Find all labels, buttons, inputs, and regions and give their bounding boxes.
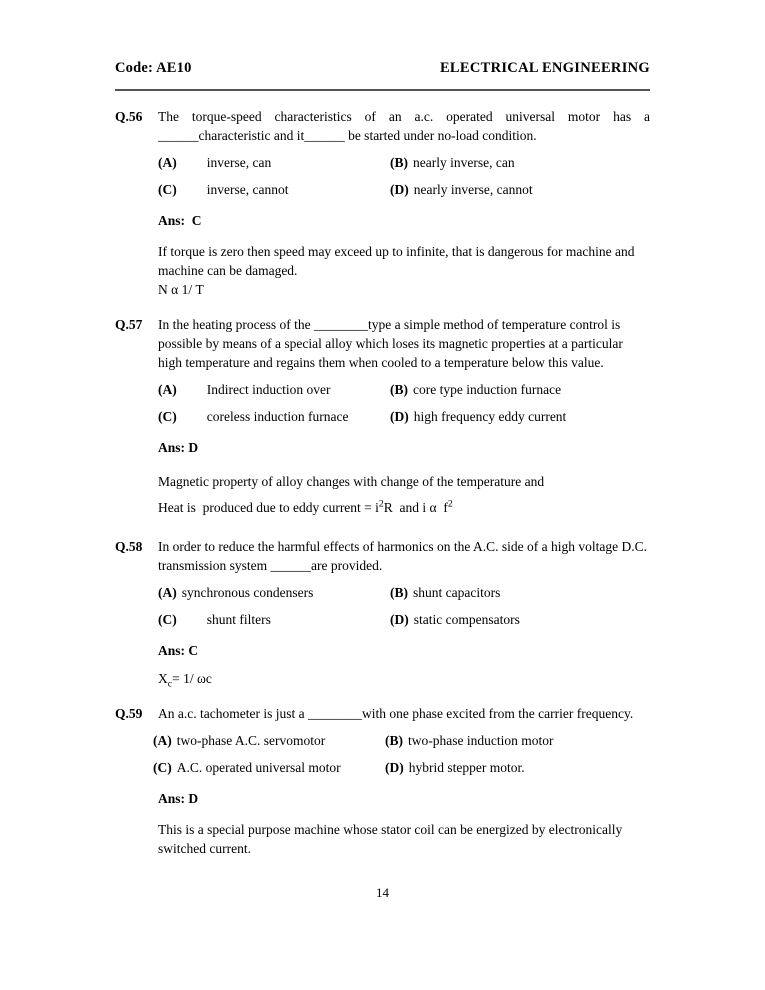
option-label: (D) bbox=[390, 409, 409, 424]
option-label: (A) bbox=[158, 382, 177, 397]
question-block-59 bbox=[115, 704, 650, 858]
question-number: Q.56 bbox=[115, 109, 143, 124]
option-label: (A) bbox=[158, 585, 177, 600]
explanation-line: This is a special purpose machine whose stator coil can be energized by electronically switched current. bbox=[158, 822, 626, 856]
question-text: In the heating process of the ________type a simple method of temperature control is possible by means of a special alloy which loses its magnetic properties at a particular high temperature and regains them when cooled to a temperature below this value. bbox=[158, 317, 623, 370]
option-b[interactable] bbox=[390, 381, 650, 399]
option-text: high frequency eddy current bbox=[413, 409, 567, 424]
option-a[interactable] bbox=[158, 584, 390, 602]
option-row bbox=[158, 408, 650, 426]
question-block-57 bbox=[115, 315, 650, 521]
options-list bbox=[158, 154, 650, 199]
option-text: hybrid stepper motor. bbox=[408, 760, 525, 775]
option-b[interactable] bbox=[385, 732, 650, 750]
question-number: Q.57 bbox=[115, 317, 143, 332]
option-row bbox=[153, 759, 650, 777]
option-text: nearly inverse, cannot bbox=[413, 182, 533, 197]
option-text: nearly inverse, can bbox=[413, 155, 515, 170]
paper-subject: ELECTRICAL ENGINEERING bbox=[439, 60, 650, 76]
option-d[interactable] bbox=[385, 759, 650, 777]
option-row bbox=[158, 584, 650, 602]
option-c[interactable] bbox=[158, 611, 390, 629]
option-text: shunt filters bbox=[206, 612, 271, 627]
explanation bbox=[158, 469, 650, 521]
option-a[interactable] bbox=[153, 732, 385, 750]
formula-line: $X_c= 1/$ ωc bbox=[158, 671, 212, 690]
option-c[interactable] bbox=[153, 759, 385, 777]
option-d[interactable] bbox=[390, 408, 650, 426]
option-text: core type induction furnace bbox=[413, 382, 562, 397]
option-row bbox=[158, 611, 650, 629]
option-text: two-phase A.C. servomotor bbox=[176, 733, 326, 748]
option-d[interactable] bbox=[390, 181, 650, 199]
explanation bbox=[158, 242, 650, 299]
question-text: An a.c. tachometer is just a ________with one phase excited from the carrier frequency. bbox=[158, 706, 634, 721]
option-text: shunt capacitors bbox=[413, 585, 501, 600]
option-b[interactable] bbox=[390, 584, 650, 602]
question-text: In order to reduce the harmful effects of harmonics on the A.C. side of a high voltage D.C. transmission system ______are provided. bbox=[158, 539, 647, 573]
option-text: synchronous condensers bbox=[181, 585, 314, 600]
explanation bbox=[158, 820, 650, 858]
question-number: Q.59 bbox=[115, 706, 143, 721]
option-label: (A) bbox=[153, 733, 172, 748]
option-text: A.C. operated universal motor bbox=[176, 760, 341, 775]
explanation-line: If torque is zero then speed may exceed up to infinite, that is dangerous for machine and machine can be damaged. bbox=[158, 244, 638, 278]
explanation-line: Magnetic property of alloy changes with change of the temperature and bbox=[158, 474, 545, 489]
option-label: (C) bbox=[158, 409, 177, 424]
paper-code: Code: AE10 bbox=[115, 60, 192, 76]
option-label: (D) bbox=[385, 760, 404, 775]
option-b[interactable] bbox=[390, 154, 650, 172]
option-label: (C) bbox=[158, 182, 177, 197]
question-block-58 bbox=[115, 537, 650, 688]
option-text: coreless induction furnace bbox=[206, 409, 349, 424]
header-divider bbox=[115, 89, 650, 91]
page-number: 14 bbox=[376, 885, 389, 900]
question-row bbox=[115, 315, 650, 372]
page-header bbox=[115, 60, 650, 77]
page-content bbox=[115, 60, 650, 858]
option-label: (C) bbox=[158, 612, 177, 627]
option-a[interactable] bbox=[158, 381, 390, 399]
options-list bbox=[153, 732, 650, 777]
option-row bbox=[158, 181, 650, 199]
question-number: Q.58 bbox=[115, 539, 143, 554]
option-label: (B) bbox=[385, 733, 403, 748]
answer-label: Ans: D bbox=[158, 791, 199, 806]
option-text: inverse, can bbox=[206, 155, 272, 170]
question-row bbox=[115, 107, 650, 145]
option-d[interactable] bbox=[390, 611, 650, 629]
option-row bbox=[158, 154, 650, 172]
option-label: (B) bbox=[390, 155, 408, 170]
option-text: two-phase induction motor bbox=[408, 733, 554, 748]
option-label: (A) bbox=[158, 155, 177, 170]
option-row bbox=[158, 381, 650, 399]
answer-label: Ans: C bbox=[158, 213, 202, 228]
options-list bbox=[158, 381, 650, 426]
question-text: The torque-speed characteristics of an a.c. operated universal motor has a ______characteristic and it______ be started under no-load condition. bbox=[158, 109, 650, 143]
option-text: inverse, cannot bbox=[206, 182, 289, 197]
option-label: (B) bbox=[390, 585, 408, 600]
option-label: (C) bbox=[153, 760, 172, 775]
option-c[interactable] bbox=[158, 181, 390, 199]
question-row bbox=[115, 537, 650, 575]
option-a[interactable] bbox=[158, 154, 390, 172]
option-label: (D) bbox=[390, 182, 409, 197]
question-block-56 bbox=[115, 107, 650, 299]
question-row bbox=[115, 704, 650, 723]
option-c[interactable] bbox=[158, 408, 390, 426]
option-label: (B) bbox=[390, 382, 408, 397]
options-list bbox=[158, 584, 650, 629]
option-text: Indirect induction over bbox=[206, 382, 331, 397]
option-label: (D) bbox=[390, 612, 409, 627]
answer-label: Ans: C bbox=[158, 643, 199, 658]
option-row bbox=[153, 732, 650, 750]
answer-label: Ans: D bbox=[158, 440, 199, 455]
option-text: static compensators bbox=[413, 612, 520, 627]
explanation-line: N α 1/ T bbox=[158, 282, 204, 297]
explanation-line-formula: Heat is produced due to eddy current = $i^2R$ and i α $f^2$ bbox=[158, 498, 453, 515]
